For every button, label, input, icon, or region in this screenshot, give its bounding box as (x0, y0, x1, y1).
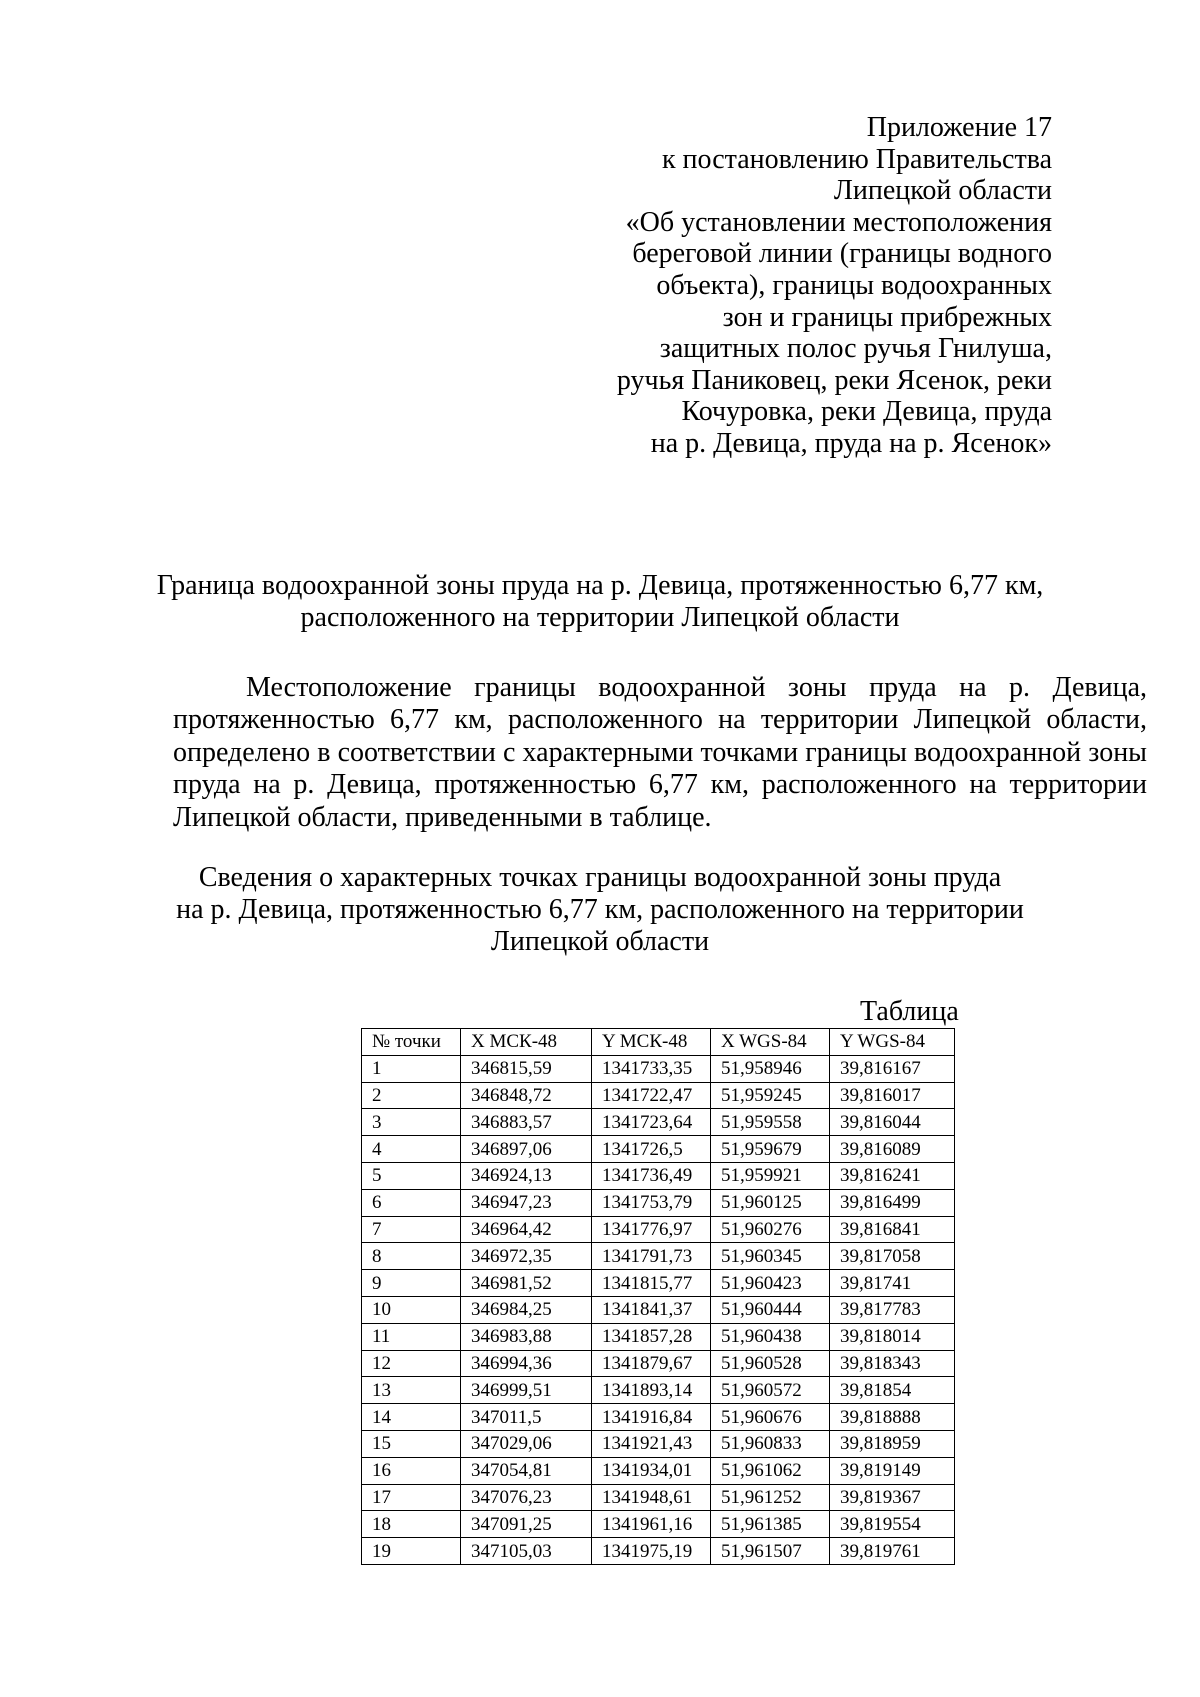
appendix-line: береговой линии (границы водного (632, 238, 1052, 270)
point-number-cell: 5 (362, 1162, 461, 1189)
point-number-cell: 3 (362, 1109, 461, 1136)
y-msk48-cell: 1341893,14 (592, 1377, 711, 1404)
x-wgs84-cell: 51,959679 (711, 1136, 830, 1163)
y-wgs84-cell: 39,818014 (830, 1323, 955, 1350)
y-wgs84-cell: 39,816499 (830, 1189, 955, 1216)
y-wgs84-cell: 39,819761 (830, 1538, 955, 1565)
y-msk48-cell: 1341776,97 (592, 1216, 711, 1243)
x-msk48-cell: 346984,25 (461, 1296, 592, 1323)
header-x-wgs84: X WGS-84 (711, 1029, 830, 1056)
y-wgs84-cell: 39,819554 (830, 1511, 955, 1538)
point-number-cell: 2 (362, 1082, 461, 1109)
y-msk48-cell: 1341722,47 (592, 1082, 711, 1109)
y-wgs84-cell: 39,817058 (830, 1243, 955, 1270)
x-msk48-cell: 347011,5 (461, 1404, 592, 1431)
body-paragraph: Местоположение границы водоохранной зоны пруда на р. Девица, протяженностью 6,77 км, расположенного на территории Липецкой области, определено в соответствии с характерными точками границы водоохранной зоны пруда на р. Девица, протяженностью 6,77 км, расположенного на территории Липецкой области, приведенными в таблице. (173, 672, 1147, 833)
table-row (362, 1323, 955, 1350)
header-x-msk48: X МСК-48 (461, 1029, 592, 1056)
y-wgs84-cell: 39,816017 (830, 1082, 955, 1109)
y-wgs84-cell: 39,819149 (830, 1457, 955, 1484)
appendix-line: «Об установлении местоположения (625, 206, 1052, 238)
point-number-cell: 1 (362, 1055, 461, 1082)
table-row (362, 1109, 955, 1136)
y-msk48-cell: 1341791,73 (592, 1243, 711, 1270)
point-number-cell: 9 (362, 1270, 461, 1297)
point-number-cell: 10 (362, 1296, 461, 1323)
appendix-line: защитных полос ручья Гнилуша, (659, 333, 1052, 365)
y-wgs84-cell: 39,817783 (830, 1296, 955, 1323)
table-row (362, 1484, 955, 1511)
heading-line: Граница водоохранной зоны пруда на р. Девица, протяженностью 6,77 км, (156, 570, 1044, 601)
x-wgs84-cell: 51,960423 (711, 1270, 830, 1297)
table-row (362, 1404, 955, 1431)
x-wgs84-cell: 51,960444 (711, 1296, 830, 1323)
y-msk48-cell: 1341726,5 (592, 1136, 711, 1163)
table-row (362, 1136, 955, 1163)
y-msk48-cell: 1341815,77 (592, 1270, 711, 1297)
y-msk48-cell: 1341948,61 (592, 1484, 711, 1511)
point-number-cell: 4 (362, 1136, 461, 1163)
y-msk48-cell: 1341934,01 (592, 1457, 711, 1484)
y-wgs84-cell: 39,816044 (830, 1109, 955, 1136)
x-msk48-cell: 346983,88 (461, 1323, 592, 1350)
table-row (362, 1189, 955, 1216)
y-msk48-cell: 1341975,19 (592, 1538, 711, 1565)
x-wgs84-cell: 51,958946 (711, 1055, 830, 1082)
table-label: Таблица (860, 996, 959, 1027)
table-row (362, 1055, 955, 1082)
y-msk48-cell: 1341921,43 (592, 1430, 711, 1457)
appendix-line: Кочуровка, реки Девица, пруда (681, 396, 1052, 428)
x-wgs84-cell: 51,960572 (711, 1377, 830, 1404)
x-msk48-cell: 347054,81 (461, 1457, 592, 1484)
x-wgs84-cell: 51,959921 (711, 1162, 830, 1189)
point-number-cell: 14 (362, 1404, 461, 1431)
x-wgs84-cell: 51,961252 (711, 1484, 830, 1511)
table-row (362, 1350, 955, 1377)
table-row (362, 1243, 955, 1270)
point-number-cell: 12 (362, 1350, 461, 1377)
x-msk48-cell: 346848,72 (461, 1082, 592, 1109)
y-wgs84-cell: 39,816089 (830, 1136, 955, 1163)
x-msk48-cell: 346972,35 (461, 1243, 592, 1270)
point-number-cell: 16 (362, 1457, 461, 1484)
x-msk48-cell: 347091,25 (461, 1511, 592, 1538)
table-row (362, 1538, 955, 1565)
document-heading (150, 570, 1050, 634)
y-wgs84-cell: 39,816241 (830, 1162, 955, 1189)
point-number-cell: 7 (362, 1216, 461, 1243)
x-msk48-cell: 346815,59 (461, 1055, 592, 1082)
x-wgs84-cell: 51,960125 (711, 1189, 830, 1216)
table-row (362, 1216, 955, 1243)
appendix-line: на р. Девица, пруда на р. Ясенок» (650, 427, 1052, 459)
y-msk48-cell: 1341857,28 (592, 1323, 711, 1350)
x-msk48-cell: 346964,42 (461, 1216, 592, 1243)
x-msk48-cell: 347105,03 (461, 1538, 592, 1565)
coordinates-table (361, 1028, 955, 1565)
point-number-cell: 8 (362, 1243, 461, 1270)
y-msk48-cell: 1341723,64 (592, 1109, 711, 1136)
header-y-wgs84: Y WGS-84 (830, 1029, 955, 1056)
x-msk48-cell: 346947,23 (461, 1189, 592, 1216)
y-wgs84-cell: 39,819367 (830, 1484, 955, 1511)
point-number-cell: 17 (362, 1484, 461, 1511)
y-wgs84-cell: 39,81741 (830, 1270, 955, 1297)
y-msk48-cell: 1341916,84 (592, 1404, 711, 1431)
x-wgs84-cell: 51,961385 (711, 1511, 830, 1538)
x-msk48-cell: 346897,06 (461, 1136, 592, 1163)
x-wgs84-cell: 51,960676 (711, 1404, 830, 1431)
appendix-line: объекта), границы водоохранных (656, 269, 1052, 301)
point-number-cell: 18 (362, 1511, 461, 1538)
y-wgs84-cell: 39,816167 (830, 1055, 955, 1082)
x-wgs84-cell: 51,959245 (711, 1082, 830, 1109)
appendix-line: Приложение 17 (866, 112, 1052, 143)
table-body (362, 1055, 955, 1564)
appendix-line: зон и границы прибрежных (722, 301, 1052, 333)
y-wgs84-cell: 39,818343 (830, 1350, 955, 1377)
table-row (362, 1511, 955, 1538)
x-wgs84-cell: 51,959558 (711, 1109, 830, 1136)
x-msk48-cell: 347029,06 (461, 1430, 592, 1457)
x-wgs84-cell: 51,960833 (711, 1430, 830, 1457)
x-msk48-cell: 346883,57 (461, 1109, 592, 1136)
x-wgs84-cell: 51,960276 (711, 1216, 830, 1243)
y-msk48-cell: 1341733,35 (592, 1055, 711, 1082)
y-wgs84-cell: 39,816841 (830, 1216, 955, 1243)
table-row (362, 1377, 955, 1404)
x-msk48-cell: 346924,13 (461, 1162, 592, 1189)
header-point-number: № точки (362, 1029, 461, 1056)
x-msk48-cell: 346981,52 (461, 1270, 592, 1297)
table-row (362, 1162, 955, 1189)
table-caption (150, 862, 1050, 958)
table-row (362, 1430, 955, 1457)
point-number-cell: 11 (362, 1323, 461, 1350)
caption-line: Сведения о характерных точках границы водоохранной зоны пруда (198, 862, 1002, 893)
table-row (362, 1082, 955, 1109)
table-row (362, 1296, 955, 1323)
table-row (362, 1457, 955, 1484)
x-wgs84-cell: 51,960528 (711, 1350, 830, 1377)
x-msk48-cell: 347076,23 (461, 1484, 592, 1511)
point-number-cell: 15 (362, 1430, 461, 1457)
caption-line: Липецкой области (490, 926, 710, 957)
y-msk48-cell: 1341879,67 (592, 1350, 711, 1377)
y-msk48-cell: 1341841,37 (592, 1296, 711, 1323)
point-number-cell: 19 (362, 1538, 461, 1565)
x-wgs84-cell: 51,961062 (711, 1457, 830, 1484)
appendix-line: ручья Паниковец, реки Ясенок, реки (616, 364, 1052, 396)
y-msk48-cell: 1341961,16 (592, 1511, 711, 1538)
y-wgs84-cell: 39,818888 (830, 1404, 955, 1431)
y-msk48-cell: 1341753,79 (592, 1189, 711, 1216)
appendix-line: Липецкой области (833, 175, 1052, 207)
header-y-msk48: Y МСК-48 (592, 1029, 711, 1056)
y-wgs84-cell: 39,818959 (830, 1430, 955, 1457)
appendix-block (492, 112, 1052, 460)
y-msk48-cell: 1341736,49 (592, 1162, 711, 1189)
appendix-line: к постановлению Правительства (661, 143, 1052, 175)
table-header-row (362, 1029, 955, 1056)
point-number-cell: 13 (362, 1377, 461, 1404)
point-number-cell: 6 (362, 1189, 461, 1216)
x-msk48-cell: 346994,36 (461, 1350, 592, 1377)
caption-line: на р. Девица, протяженностью 6,77 км, расположенного на территории (176, 894, 1024, 925)
y-wgs84-cell: 39,81854 (830, 1377, 955, 1404)
x-wgs84-cell: 51,961507 (711, 1538, 830, 1565)
x-msk48-cell: 346999,51 (461, 1377, 592, 1404)
table-row (362, 1270, 955, 1297)
x-wgs84-cell: 51,960438 (711, 1323, 830, 1350)
heading-line: расположенного на территории Липецкой области (300, 602, 900, 633)
x-wgs84-cell: 51,960345 (711, 1243, 830, 1270)
